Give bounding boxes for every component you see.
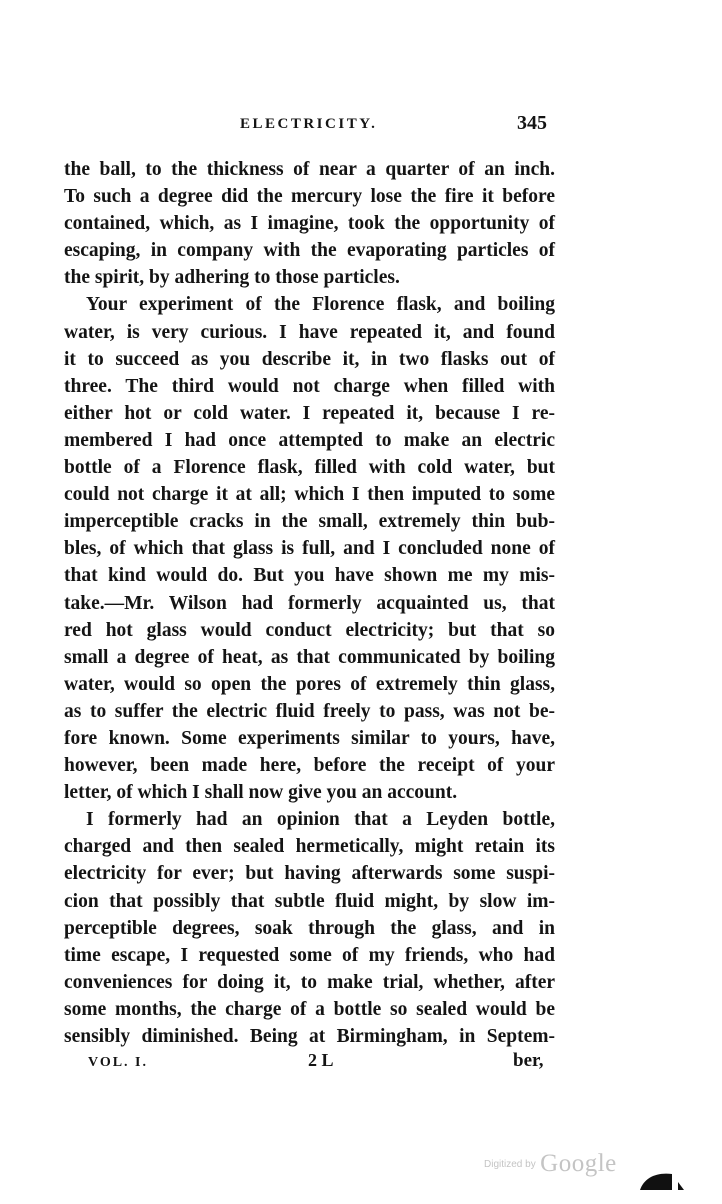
- text-line: To such a degree did the mercury lose the fire it before: [64, 186, 555, 208]
- text-line: take.—Mr. Wilson had formerly acquainted us, that: [64, 592, 555, 614]
- text-line: the ball, to the thickness of near a quarter of an inch.: [64, 159, 555, 180]
- text-line: red hot glass would conduct electricity; but that so: [64, 619, 555, 641]
- text-line: membered I had once attempted to make an electric: [64, 429, 555, 451]
- text-line: water, is very curious. I have repeated it, and found: [64, 321, 555, 343]
- watermark-brand: Google: [540, 1150, 617, 1177]
- text-line: could not charge it at all; which I then imputed to some: [64, 484, 555, 506]
- text-line: fore known. Some experiments similar to yours, have,: [64, 727, 555, 749]
- text-line: small a degree of heat, as that communicated by boiling: [64, 646, 555, 668]
- text-line: some months, the charge of a bottle so sealed would be: [64, 998, 555, 1020]
- text-line: as to suffer the electric fluid freely to pass, was not be-: [64, 700, 555, 722]
- text-line: electricity for ever; but having afterwards some suspi-: [64, 863, 555, 885]
- text-line: water, would so open the pores of extremely thin glass,: [64, 673, 555, 695]
- text-line: Your experiment of the Florence flask, and boiling: [86, 294, 555, 316]
- text-line: escaping, in company with the evaporating particles of: [64, 240, 555, 262]
- body-text: [64, 156, 555, 1050]
- text-line: time escape, I requested some of my friends, who had: [64, 944, 555, 966]
- text-line: perceptible degrees, soak through the glass, and in: [64, 917, 555, 939]
- text-line: letter, of which I shall now give you an account.: [64, 782, 458, 804]
- text-line: bles, of which that glass is full, and I concluded none of: [64, 538, 555, 560]
- digitized-watermark: [484, 1150, 617, 1178]
- running-head: ELECTRICITY.: [240, 116, 378, 132]
- text-line: that kind would do. But you have shown me my mis-: [64, 565, 555, 587]
- text-line: charged and then sealed hermetically, might retain its: [64, 836, 555, 858]
- text-line: contained, which, as I imagine, took the opportunity of: [64, 213, 555, 235]
- watermark-prefix: Digitized by: [484, 1159, 536, 1170]
- text-line: conveniences for doing it, to make trial, whether, after: [64, 971, 555, 993]
- text-line: either hot or cold water. I repeated it, because I re-: [64, 402, 555, 424]
- text-line: imperceptible cracks in the small, extremely thin bub-: [64, 511, 555, 533]
- text-line: sensibly diminished. Being at Birmingham, in Septem-: [64, 1026, 555, 1047]
- text-line: it to succeed as you describe it, in two flasks out of: [64, 348, 555, 370]
- signature-mark: 2 L: [308, 1050, 334, 1070]
- text-line: however, been made here, before the receipt of your: [64, 755, 555, 777]
- page-number: 345: [517, 112, 547, 134]
- catchword: ber,: [513, 1050, 544, 1071]
- text-line: I formerly had an opinion that a Leyden bottle,: [86, 809, 555, 831]
- text-line: bottle of a Florence flask, filled with cold water, but: [64, 457, 555, 479]
- page-corner-mark-icon: [638, 1168, 684, 1192]
- text-line: three. The third would not charge when filled with: [64, 375, 555, 397]
- text-line: the spirit, by adhering to those particles.: [64, 267, 400, 289]
- text-line: cion that possibly that subtle fluid might, by slow im-: [64, 890, 555, 912]
- volume-label: VOL. I.: [88, 1055, 149, 1070]
